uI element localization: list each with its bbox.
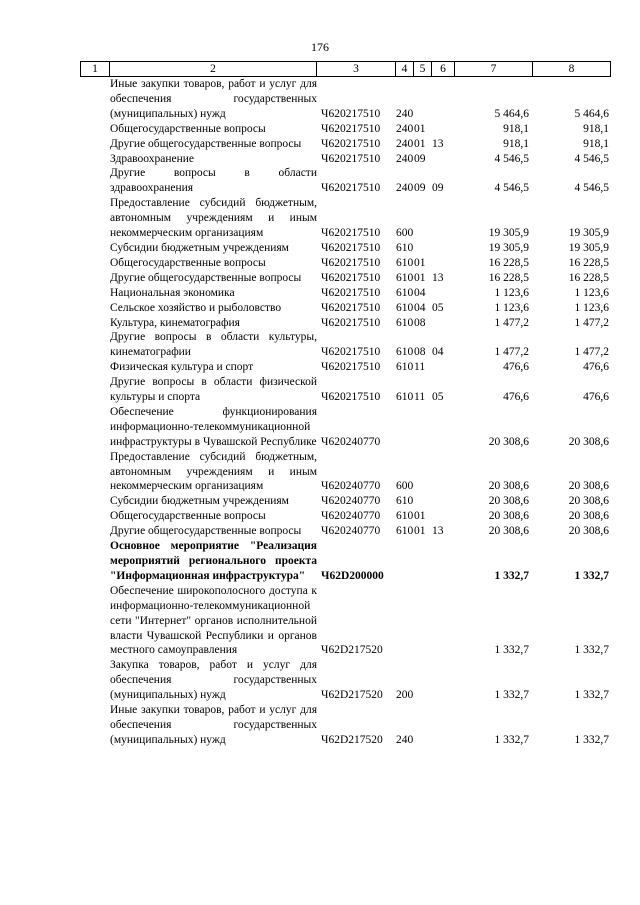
row-expense-type: 240 bbox=[396, 733, 414, 746]
row-description: Обеспечение широкополосного доступа к информационно-телекоммуникационной сети "Интернет" органов исполнительной власти Чувашской Республики и органов местного самоуправления bbox=[110, 584, 317, 657]
row-expense-type: 610 bbox=[396, 391, 414, 404]
row-subsection: 09 bbox=[432, 182, 444, 195]
row-section: 01 bbox=[414, 122, 426, 135]
row-expense-type: 610 bbox=[396, 256, 414, 269]
header-col-8: 8 bbox=[533, 62, 611, 76]
row-target-code: Ч620217510 bbox=[321, 301, 381, 314]
row-expense-type: 610 bbox=[396, 316, 414, 329]
row-amount-1: 19 305,9 bbox=[488, 241, 529, 254]
row-description: Здравоохранение bbox=[110, 152, 195, 165]
table-row bbox=[80, 271, 611, 286]
page-number: 176 bbox=[311, 40, 329, 54]
row-description: Общегосударственные вопросы bbox=[110, 122, 266, 135]
row-description: Сельское хозяйство и рыболовство bbox=[110, 301, 282, 314]
row-amount-2: 1 332,7 bbox=[574, 569, 609, 582]
row-amount-2: 20 308,6 bbox=[568, 480, 609, 493]
table-row bbox=[80, 301, 611, 316]
row-target-code: Ч62D217520 bbox=[321, 733, 383, 746]
row-section: 04 bbox=[414, 301, 426, 314]
table-row bbox=[80, 494, 611, 509]
row-amount-1: 1 477,2 bbox=[494, 346, 529, 359]
row-amount-2: 20 308,6 bbox=[568, 495, 609, 508]
row-amount-2: 4 546,5 bbox=[574, 152, 609, 165]
row-amount-2: 476,6 bbox=[583, 361, 609, 374]
row-amount-2: 5 464,6 bbox=[574, 107, 609, 120]
row-section: 09 bbox=[414, 182, 426, 195]
row-target-code: Ч620240770 bbox=[321, 495, 381, 508]
row-description: Основное мероприятие "Реализация мероприятий регионального проекта "Информационная инфраструктура" bbox=[110, 540, 317, 582]
row-amount-1: 918,1 bbox=[503, 122, 529, 135]
row-expense-type: 240 bbox=[396, 137, 414, 150]
header-col-7: 7 bbox=[455, 62, 533, 76]
table-row bbox=[80, 584, 611, 659]
row-amount-1: 1 332,7 bbox=[494, 644, 529, 657]
row-section: 11 bbox=[414, 391, 426, 404]
row-amount-2: 1 123,6 bbox=[574, 286, 609, 299]
row-amount-2: 16 228,5 bbox=[568, 256, 609, 269]
row-expense-type: 610 bbox=[396, 271, 414, 284]
row-amount-2: 918,1 bbox=[583, 122, 609, 135]
row-amount-2: 20 308,6 bbox=[568, 510, 609, 523]
row-expense-type: 610 bbox=[396, 346, 414, 359]
row-expense-type: 600 bbox=[396, 227, 414, 240]
row-amount-2: 20 308,6 bbox=[568, 525, 609, 538]
budget-table bbox=[80, 61, 611, 748]
row-target-code: Ч620240770 bbox=[321, 480, 381, 493]
table-row bbox=[80, 77, 611, 122]
row-description: Закупка товаров, работ и услуг для обеспечения государственных (муниципальных) нужд bbox=[110, 659, 317, 702]
row-amount-1: 1 123,6 bbox=[494, 286, 529, 299]
row-amount-1: 4 546,5 bbox=[494, 182, 529, 195]
row-amount-2: 4 546,5 bbox=[574, 182, 609, 195]
row-section: 01 bbox=[414, 137, 426, 150]
row-subsection: 13 bbox=[432, 271, 444, 284]
row-amount-2: 1 332,7 bbox=[574, 689, 609, 702]
row-description: Другие общегосударственные вопросы bbox=[110, 271, 302, 284]
row-target-code: Ч620217510 bbox=[321, 227, 381, 240]
row-amount-1: 16 228,5 bbox=[488, 256, 529, 269]
row-target-code: Ч620240770 bbox=[321, 435, 381, 448]
row-amount-2: 1 332,7 bbox=[574, 644, 609, 657]
row-target-code: Ч620217510 bbox=[321, 182, 381, 195]
table-row bbox=[80, 360, 611, 375]
row-target-code: Ч62D217520 bbox=[321, 689, 383, 702]
row-target-code: Ч620217510 bbox=[321, 271, 381, 284]
row-amount-1: 1 123,6 bbox=[494, 301, 529, 314]
row-expense-type: 240 bbox=[396, 107, 414, 120]
row-amount-1: 20 308,6 bbox=[488, 480, 529, 493]
row-expense-type: 240 bbox=[396, 122, 414, 135]
row-expense-type: 610 bbox=[396, 510, 414, 523]
row-description: Предоставление субсидий бюджетным, автономным учреждениям и иным некоммерческим организациям bbox=[110, 450, 317, 493]
header-col-2: 2 bbox=[110, 62, 317, 76]
row-amount-2: 918,1 bbox=[583, 137, 609, 150]
row-target-code: Ч620217510 bbox=[321, 316, 381, 329]
row-amount-1: 16 228,5 bbox=[488, 271, 529, 284]
row-expense-type: 600 bbox=[396, 480, 414, 493]
row-section: 11 bbox=[414, 361, 426, 374]
row-subsection: 13 bbox=[432, 525, 444, 538]
row-amount-2: 1 477,2 bbox=[574, 316, 609, 329]
row-amount-1: 1 332,7 bbox=[494, 689, 529, 702]
row-description: Иные закупки товаров, работ и услуг для обеспечения государственных (муниципальных) нужд bbox=[110, 78, 317, 120]
row-description: Субсидии бюджетным учреждениям bbox=[110, 495, 289, 508]
table-row bbox=[80, 539, 611, 584]
row-subsection: 05 bbox=[432, 301, 444, 314]
row-amount-1: 1 332,7 bbox=[494, 569, 529, 582]
table-row bbox=[80, 256, 611, 271]
row-expense-type: 610 bbox=[396, 241, 414, 254]
row-expense-type: 610 bbox=[396, 525, 414, 538]
row-amount-1: 1 477,2 bbox=[494, 316, 529, 329]
row-target-code: Ч620217510 bbox=[321, 391, 381, 404]
row-target-code: Ч620217510 bbox=[321, 137, 381, 150]
table-row bbox=[80, 524, 611, 539]
row-section: 01 bbox=[414, 510, 426, 523]
row-section: 04 bbox=[414, 286, 426, 299]
table-row bbox=[80, 166, 611, 196]
row-description: Физическая культура и спорт bbox=[110, 361, 254, 374]
row-target-code: Ч620217510 bbox=[321, 152, 381, 165]
row-amount-1: 20 308,6 bbox=[488, 495, 529, 508]
row-expense-type: 240 bbox=[396, 152, 414, 165]
row-amount-2: 1 123,6 bbox=[574, 301, 609, 314]
row-amount-1: 20 308,6 bbox=[488, 435, 529, 448]
row-section: 09 bbox=[414, 152, 426, 165]
row-description: Другие общегосударственные вопросы bbox=[110, 137, 302, 150]
table-row bbox=[80, 286, 611, 301]
row-subsection: 05 bbox=[432, 391, 444, 404]
row-section: 01 bbox=[414, 256, 426, 269]
row-expense-type: 610 bbox=[396, 301, 414, 314]
header-col-4: 4 bbox=[396, 62, 414, 76]
header-col-6: 6 bbox=[432, 62, 455, 76]
table-row bbox=[80, 152, 611, 167]
row-amount-1: 20 308,6 bbox=[488, 510, 529, 523]
table-row bbox=[80, 509, 611, 524]
row-target-code: Ч620240770 bbox=[321, 525, 381, 538]
row-expense-type: 610 bbox=[396, 495, 414, 508]
row-amount-1: 4 546,5 bbox=[494, 152, 529, 165]
table-body bbox=[80, 77, 611, 748]
row-amount-1: 5 464,6 bbox=[494, 107, 529, 120]
table-row bbox=[80, 137, 611, 152]
row-expense-type: 240 bbox=[396, 182, 414, 195]
row-description: Другие вопросы в области физической культуры и спорта bbox=[110, 376, 317, 404]
row-target-code: Ч620217510 bbox=[321, 107, 381, 120]
row-section: 08 bbox=[414, 316, 426, 329]
table-row bbox=[80, 330, 611, 360]
table-row bbox=[80, 405, 611, 450]
header-col-3: 3 bbox=[317, 62, 396, 76]
row-section: 08 bbox=[414, 346, 426, 359]
table-row bbox=[80, 122, 611, 137]
row-description: Обеспечение функционирования информационно-телекоммуникационной инфраструктуры в Чувашской Республике bbox=[110, 405, 317, 448]
table-row bbox=[80, 703, 611, 748]
row-subsection: 13 bbox=[432, 137, 444, 150]
row-amount-2: 20 308,6 bbox=[568, 435, 609, 448]
row-description: Другие вопросы в области культуры, кинематографии bbox=[110, 331, 317, 359]
row-description: Иные закупки товаров, работ и услуг для обеспечения государственных (муниципальных) нужд bbox=[110, 704, 317, 746]
row-description: Другие общегосударственные вопросы bbox=[110, 525, 302, 538]
row-section: 01 bbox=[414, 271, 426, 284]
row-target-code: Ч620217510 bbox=[321, 286, 381, 299]
row-target-code: Ч620240770 bbox=[321, 510, 381, 523]
table-row bbox=[80, 658, 611, 703]
row-amount-1: 20 308,6 bbox=[488, 525, 529, 538]
row-section: 01 bbox=[414, 525, 426, 538]
table-row bbox=[80, 196, 611, 241]
row-amount-1: 19 305,9 bbox=[488, 227, 529, 240]
header-col-1: 1 bbox=[80, 62, 110, 76]
table-row bbox=[80, 450, 611, 495]
row-amount-2: 476,6 bbox=[583, 391, 609, 404]
row-description: Субсидии бюджетным учреждениям bbox=[110, 241, 289, 254]
row-target-code: Ч620217510 bbox=[321, 346, 381, 359]
row-amount-2: 1 477,2 bbox=[574, 346, 609, 359]
row-amount-2: 19 305,9 bbox=[568, 241, 609, 254]
row-amount-1: 918,1 bbox=[503, 137, 529, 150]
row-target-code: Ч620217510 bbox=[321, 361, 381, 374]
row-target-code: Ч62D200000 bbox=[321, 569, 384, 582]
row-expense-type: 200 bbox=[396, 689, 414, 702]
row-description: Общегосударственные вопросы bbox=[110, 256, 266, 269]
row-description: Другие вопросы в области здравоохранения bbox=[110, 167, 317, 195]
table-row bbox=[80, 241, 611, 256]
header-col-5: 5 bbox=[414, 62, 432, 76]
table-row bbox=[80, 316, 611, 331]
row-amount-2: 16 228,5 bbox=[568, 271, 609, 284]
row-description: Предоставление субсидий бюджетным, автономным учреждениям и иным некоммерческим организациям bbox=[110, 197, 317, 240]
table-row bbox=[80, 375, 611, 405]
row-amount-2: 1 332,7 bbox=[574, 733, 609, 746]
row-target-code: Ч62D217520 bbox=[321, 644, 383, 657]
row-target-code: Ч620217510 bbox=[321, 241, 381, 254]
row-description: Культура, кинематография bbox=[110, 316, 240, 329]
row-amount-2: 19 305,9 bbox=[568, 227, 609, 240]
row-amount-1: 476,6 bbox=[503, 361, 529, 374]
row-amount-1: 476,6 bbox=[503, 391, 529, 404]
row-target-code: Ч620217510 bbox=[321, 256, 381, 269]
row-description: Национальная экономика bbox=[110, 286, 235, 299]
row-target-code: Ч620217510 bbox=[321, 122, 381, 135]
row-subsection: 04 bbox=[432, 346, 444, 359]
row-expense-type: 610 bbox=[396, 286, 414, 299]
row-amount-1: 1 332,7 bbox=[494, 733, 529, 746]
row-description: Общегосударственные вопросы bbox=[110, 510, 266, 523]
table-header bbox=[80, 61, 611, 77]
row-expense-type: 610 bbox=[396, 361, 414, 374]
